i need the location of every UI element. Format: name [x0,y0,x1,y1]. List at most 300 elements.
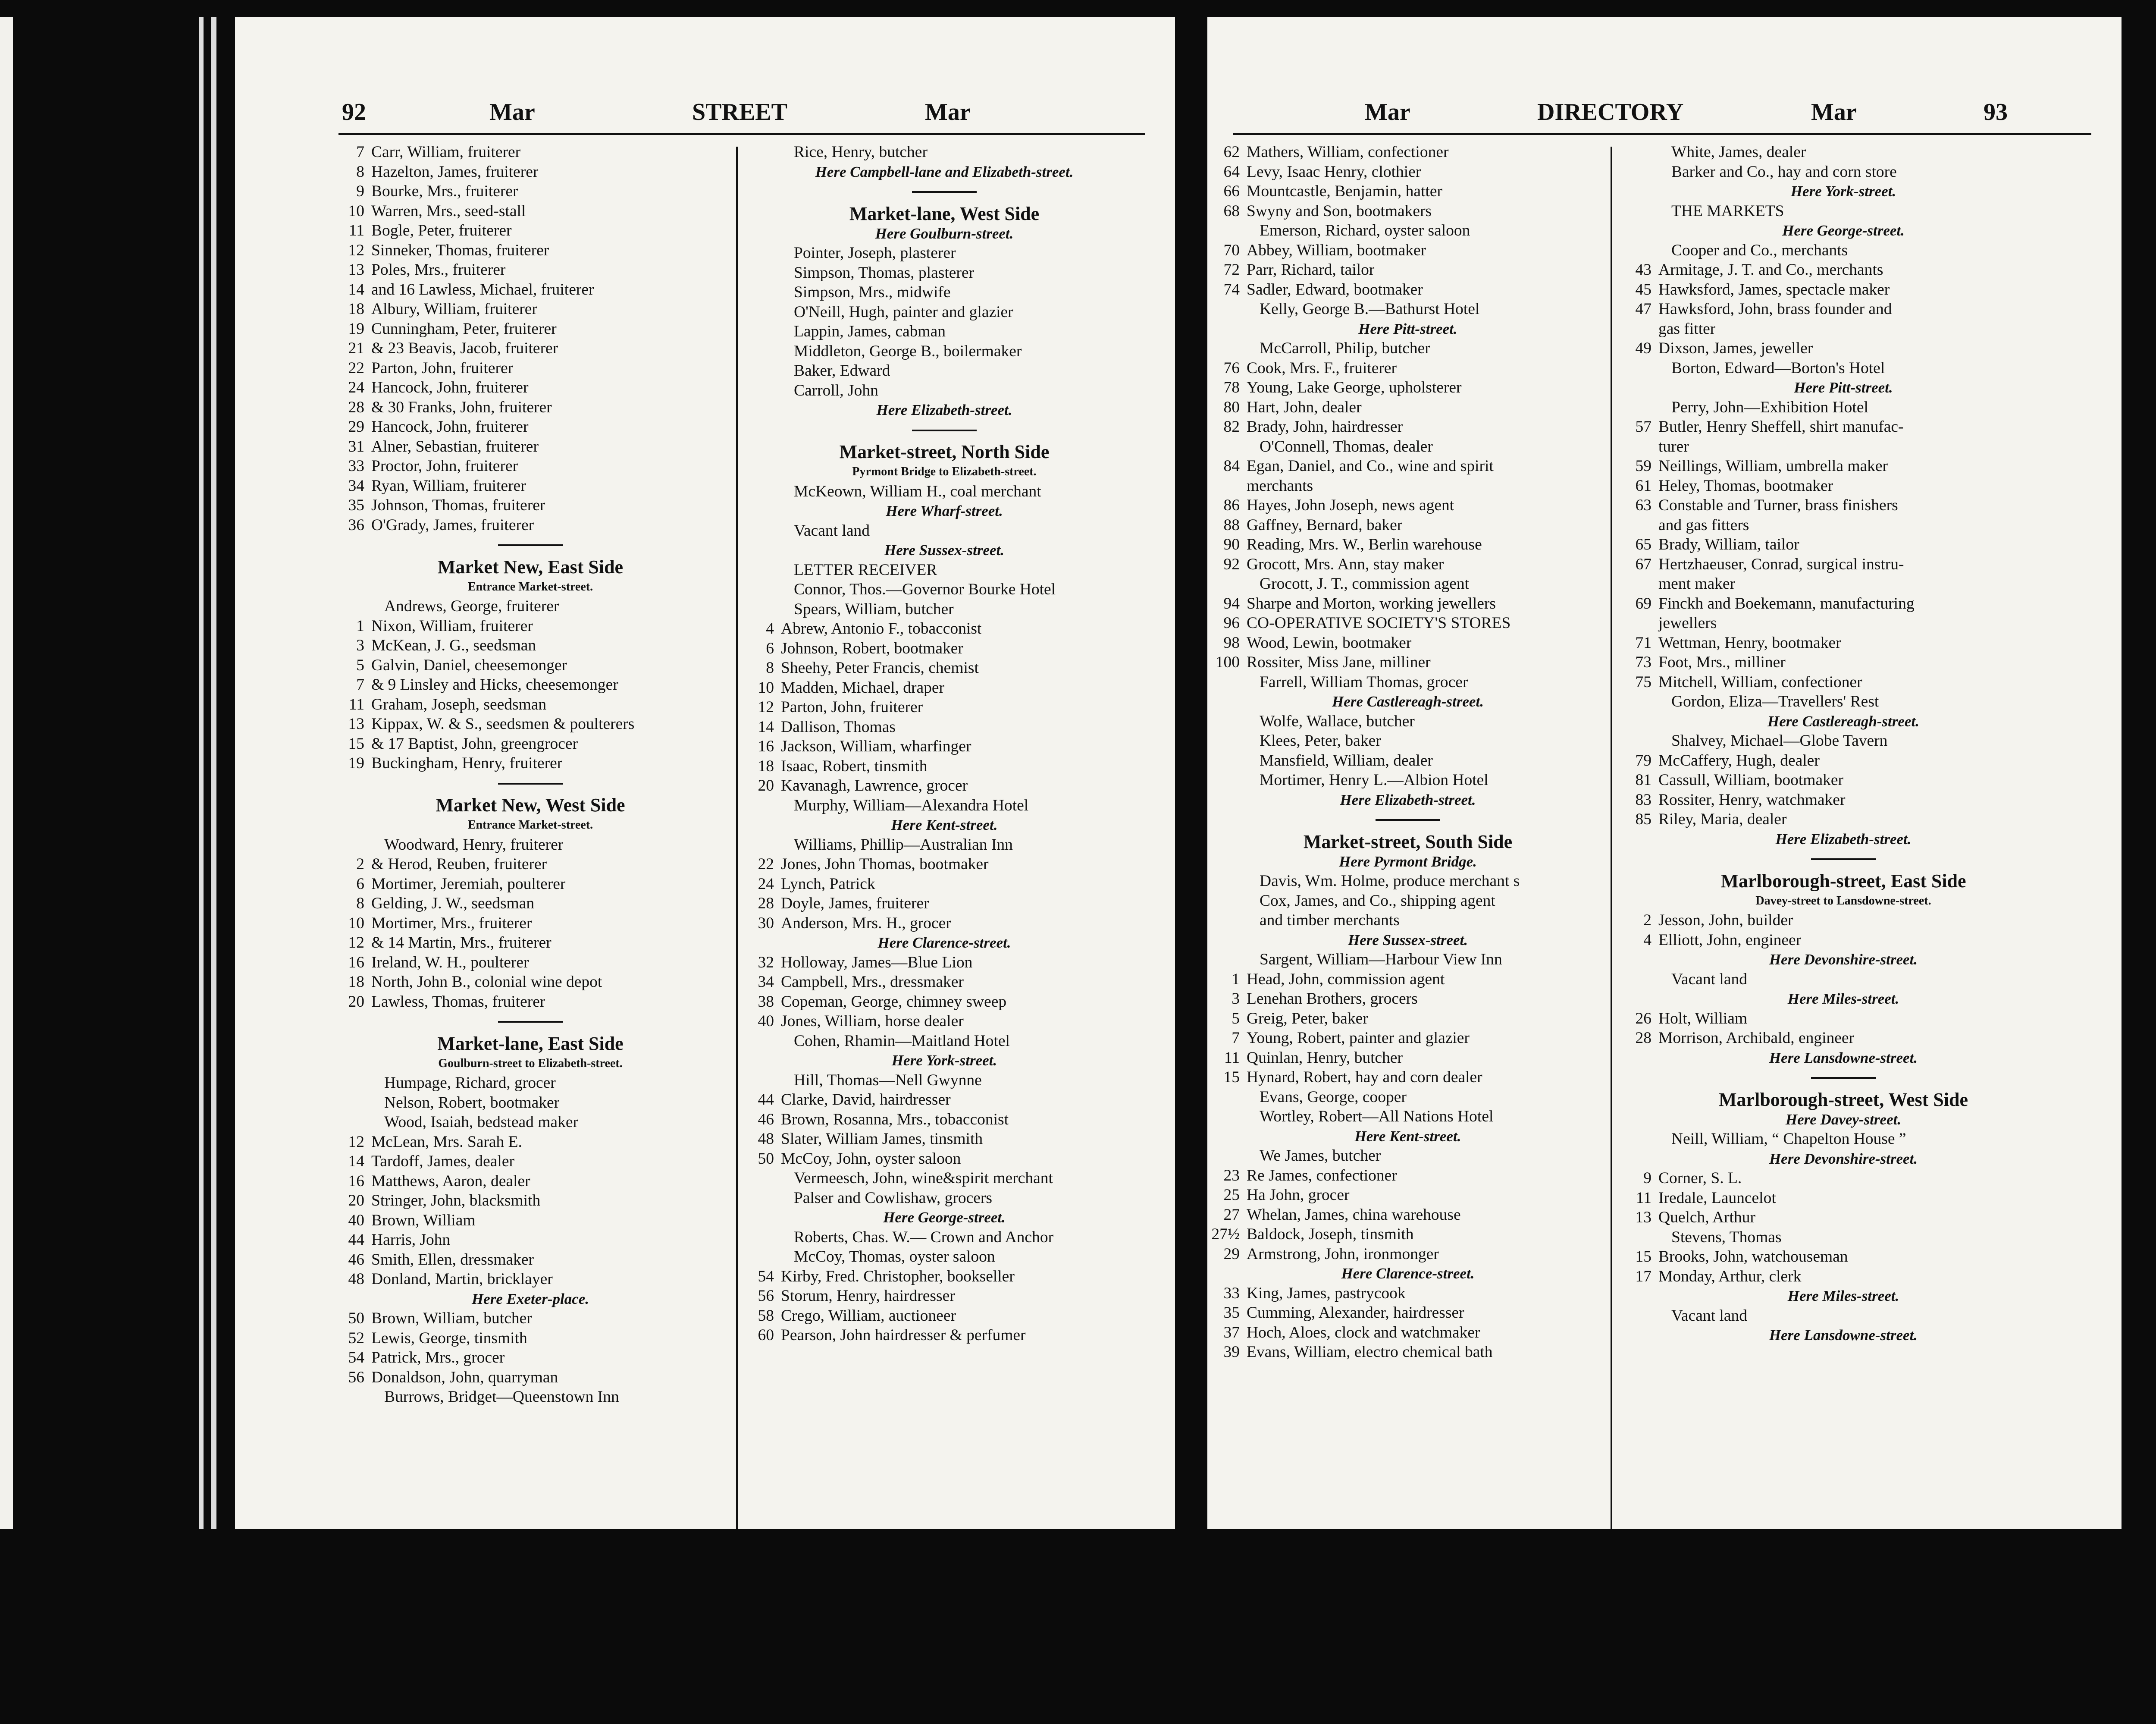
entry-text: Mortimer, Mrs., fruiterer [371,914,532,932]
street-number: 13 [348,715,364,733]
directory-entry [332,1348,729,1368]
entry-text: Lenehan Brothers, grocers [1247,990,1418,1008]
directory-entry [332,1211,729,1231]
entry-text: Kelly, George B.—Bathurst Hotel [1260,300,1480,318]
entry-text: Albury, William, fruiterer [371,300,537,318]
entry-text: Williams, Phillip—Australian Inn [794,835,1013,854]
street-number: 3 [1232,990,1240,1008]
street-number: 65 [1635,536,1651,553]
cross-street-marker: Here Devonshire-street. [1769,1150,1918,1167]
street-number: 82 [1223,418,1240,436]
directory-entry [332,1230,729,1250]
directory-entry [332,894,729,914]
street-number: 76 [1223,359,1240,377]
directory-entry [742,697,1147,717]
entry-text: Vacant land [1671,970,1747,988]
street-number: 20 [348,1192,364,1209]
street-number: 14 [348,280,364,298]
street-number: 20 [348,992,364,1011]
entry-text: Gordon, Eliza—Travellers' Rest [1671,693,1879,710]
directory-entry [1207,221,1608,241]
section-heading: Market New, East Side [437,556,624,577]
street-number: 28 [1635,1029,1651,1047]
entry-text: Mortimer, Jeremiah, poulterer [371,875,566,893]
cross-street-marker: Here Exeter-place. [471,1290,589,1307]
street-number: 47 [1635,300,1651,318]
directory-entry [1207,358,1608,378]
directory-entry [1619,692,2068,712]
entry-text: Sharpe and Morton, working jewellers [1247,594,1496,612]
entry-text: Roberts, Chas. W.— Crown and Anchor [794,1228,1054,1246]
page-stack-edge [199,17,204,1529]
entry-text: Hayes, John Joseph, news agent [1247,496,1454,514]
entry-continuation: jewellers [1658,614,1717,632]
street-number: 90 [1223,536,1240,553]
entry-text: Hawksford, James, spectacle maker [1658,280,1890,298]
cross-street-marker: Here Kent-street. [1354,1127,1461,1145]
entry-text: Quelch, Arthur [1658,1209,1755,1226]
entry-text: Young, Lake George, upholsterer [1247,379,1462,396]
entry-text: Wortley, Robert—All Nations Hotel [1260,1108,1494,1125]
street-number: 67 [1635,555,1651,573]
section-subheading: Entrance Market-street. [467,580,593,594]
directory-entry [332,182,729,201]
directory-entry [332,754,729,773]
directory-entry [332,515,729,535]
street-number: 38 [758,992,774,1011]
street-number: 43 [1635,261,1651,279]
entry-text: CO-OPERATIVE SOCIETY'S STORES [1247,614,1511,632]
header-left-word: Mar [1365,99,1410,126]
street-number: 8 [356,895,364,912]
directory-entry [1619,930,2068,950]
directory-entry [742,560,1147,580]
directory-entry [1207,515,1608,535]
entry-text: Evans, William, electro chemical bath [1247,1343,1493,1361]
street-number: 86 [1223,496,1240,514]
entry-text: McCaffery, Hugh, dealer [1658,751,1820,769]
directory-entry [332,1093,729,1113]
directory-entry [332,854,729,874]
street-number: 60 [758,1326,774,1344]
entry-text: Kippax, W. & S., seedsmen & poulterers [371,715,635,733]
directory-entry [332,636,729,656]
entry-text: Neillings, William, umbrella maker [1658,457,1888,475]
entry-text: Parton, John, fruiterer [781,698,923,716]
section-heading: Marlborough-street, West Side [1718,1089,1968,1110]
entry-text: Carr, William, fruiterer [371,143,521,161]
directory-entry [1619,633,2068,653]
street-number: 6 [356,875,364,893]
directory-entry [332,201,729,221]
directory-entry [1207,911,1608,930]
entry-text: Rossiter, Miss Jane, milliner [1247,653,1431,671]
directory-entry [332,142,729,162]
entry-text: Kavanagh, Lawrence, grocer [781,777,968,794]
entry-text: Heley, Thomas, bootmaker [1658,477,1833,495]
entry-text: Monday, Arthur, clerk [1658,1267,1802,1285]
entry-text: Riley, Maria, dealer [1658,810,1787,828]
entry-text: Sargent, William—Harbour View Inn [1260,951,1502,968]
entry-text: Hancock, John, fruiterer [371,418,529,436]
entry-text: Rice, Henry, butcher [794,143,928,161]
directory-entry [1619,1247,2068,1267]
street-number: 50 [758,1149,774,1168]
section-subheading: Pyrmont Bridge to Elizabeth-street. [852,465,1037,478]
street-number: 48 [758,1130,774,1148]
directory-entry [1207,1185,1608,1205]
directory-entry [742,283,1147,302]
left-column-2 [742,142,1147,1345]
directory-entry [1207,1028,1608,1048]
entry-text: Madden, Michael, draper [781,678,945,697]
section-separator [1207,810,1608,829]
section-separator [742,420,1147,440]
cross-street-marker: Here Elizabeth-street. [876,402,1012,418]
street-number: 17 [1635,1267,1651,1285]
entry-text: Cassull, William, bootmaker [1658,771,1843,789]
section-heading: Market-lane, East Side [437,1033,624,1054]
entry-text: Mortimer, Henry L.—Albion Hotel [1260,771,1489,789]
left-column-1 [332,142,729,1407]
section-subheading: Goulburn-street to Elizabeth-street. [438,1056,623,1070]
directory-entry [1619,201,2068,221]
entry-text: Sheehy, Peter Francis, chemist [781,659,979,677]
street-number: 36 [348,516,364,534]
cross-street-marker: Here Goulburn-street. [875,225,1014,242]
street-number: 61 [1635,477,1651,495]
directory-entry [742,1110,1147,1130]
directory-entry [332,339,729,358]
directory-entry [332,221,729,241]
directory-entry [332,476,729,496]
entry-text: Cohen, Rhamin—Maitland Hotel [794,1032,1010,1050]
street-number: 94 [1223,594,1240,612]
directory-entry [1207,1225,1608,1244]
entry-text: Hancock, John, fruiterer [371,379,529,396]
street-number: 15 [348,735,364,753]
entry-text: Palser and Cowlishaw, grocers [794,1189,992,1207]
street-number: 73 [1635,653,1651,671]
directory-entry [1619,970,2068,989]
directory-entry [742,658,1147,678]
street-number: 7 [356,143,364,161]
entry-text: Reading, Mrs. W., Berlin warehouse [1247,536,1482,553]
directory-entry [742,1168,1147,1188]
page-number: 92 [342,99,366,126]
right-column-2 [1619,142,2068,1345]
entry-text: McLean, Mrs. Sarah E. [371,1133,522,1151]
directory-entry [332,241,729,261]
directory-entry [742,874,1147,894]
entry-text: Young, Robert, painter and glazier [1247,1029,1470,1047]
directory-entry [742,1188,1147,1208]
directory-entry [1207,731,1608,751]
entry-text: Woodward, Henry, fruiterer [384,835,564,854]
cross-street-marker: Here Campbell-lane and Elizabeth-street. [815,163,1074,180]
street-number: 14 [758,718,774,736]
street-number: 56 [348,1368,364,1386]
entry-text: Brown, William [371,1211,476,1229]
street-number: 28 [758,895,774,912]
directory-entry [332,1171,729,1191]
entry-text: & 14 Martin, Mrs., fruiterer [371,934,552,951]
directory-entry [1207,871,1608,891]
street-number: 62 [1223,143,1240,161]
directory-entry [332,162,729,182]
street-number: 27½ [1211,1225,1240,1243]
entry-text: Brady, John, hairdresser [1247,418,1403,436]
directory-entry [742,717,1147,737]
entry-text: Nelson, Robert, bootmaker [384,1093,560,1112]
directory-entry [742,361,1147,381]
directory-entry [742,1286,1147,1306]
entry-text: Davis, Wm. Holme, produce merchant s [1260,872,1520,890]
entry-text: Gelding, J. W., seedsman [371,895,535,912]
entry-text: Carroll, John [794,381,878,399]
cross-street-marker: Here Castlereagh-street. [1332,693,1484,710]
entry-text: Vermeesch, John, wine&spirit merchant [794,1169,1053,1187]
entry-text: Bourke, Mrs., fruiterer [371,182,518,200]
street-number: 34 [758,973,774,991]
entry-text: Levy, Isaac Henry, clothier [1247,163,1421,181]
directory-entry [1619,594,2068,614]
street-number: 6 [766,639,774,657]
directory-entry [332,656,729,675]
directory-entry [1207,535,1608,555]
street-number: 85 [1635,810,1651,828]
cross-street-marker: Here Kent-street. [891,816,998,833]
street-number: 18 [348,973,364,991]
directory-entry [332,933,729,953]
directory-entry [332,597,729,616]
street-number: 30 [758,914,774,932]
directory-entry [742,835,1147,855]
directory-entry [332,972,729,992]
street-number: 11 [1636,1189,1651,1207]
entry-text: Ireland, W. H., poulterer [371,953,529,971]
directory-entry [1619,260,2068,280]
entry-text: Clarke, David, hairdresser [781,1091,951,1109]
street-number: 25 [1223,1186,1240,1204]
left-page [235,17,1175,1529]
entry-text: Wettman, Henry, bootmaker [1658,634,1841,652]
directory-entry [742,737,1147,757]
directory-entry [742,482,1147,502]
directory-entry [742,1149,1147,1169]
directory-entry [742,580,1147,600]
directory-entry [332,1309,729,1328]
street-number: 75 [1635,673,1651,691]
street-number: 19 [348,754,364,772]
street-number: 64 [1223,163,1240,181]
entry-text: Greig, Peter, baker [1247,1009,1368,1027]
entry-text: Abbey, William, bootmaker [1247,241,1426,259]
street-number: 48 [348,1270,364,1288]
directory-entry [1207,555,1608,575]
directory-entry [1619,731,2068,751]
section-separator [1619,849,2068,869]
entry-text: Quinlan, Henry, butcher [1247,1049,1403,1067]
street-number: 29 [1223,1245,1240,1263]
entry-continuation: ment maker [1658,575,1736,593]
street-number: 4 [1643,931,1651,949]
entry-text: Armitage, J. T. and Co., merchants [1658,261,1883,279]
entry-text: Foot, Mrs., milliner [1658,653,1786,671]
entry-text: McKean, J. G., seedsman [371,637,536,654]
entry-text: Smith, Ellen, dressmaker [371,1250,534,1269]
header-right-word: Mar [925,99,971,126]
street-number: 12 [758,698,774,716]
entry-text: Jones, William, horse dealer [781,1012,964,1030]
directory-entry [1207,398,1608,418]
directory-entry [1619,751,2068,771]
directory-entry [1619,1129,2068,1149]
directory-entry [1619,417,2068,437]
directory-entry [332,953,729,973]
header-right-word: Mar [1811,99,1857,126]
street-number: 33 [1223,1284,1240,1302]
entry-text: Crego, William, auctioneer [781,1306,956,1325]
entry-text: Neill, William, “ Chapelton House ” [1671,1130,1906,1148]
directory-entry [332,1328,729,1348]
directory-entry [742,302,1147,322]
street-number: 27 [1223,1206,1240,1224]
entry-text: Elliott, John, engineer [1658,931,1802,949]
directory-entry [1207,891,1608,911]
column-divider [736,147,738,1529]
street-number: 59 [1635,457,1651,475]
street-number: 50 [348,1309,364,1327]
cross-street-marker: Here Miles-street. [1787,990,1899,1007]
street-number: 40 [758,1012,774,1030]
directory-entry [1207,496,1608,515]
entry-text: McCoy, John, oyster saloon [781,1149,961,1168]
street-number: 92 [1223,555,1240,573]
street-number: 8 [356,163,364,181]
entry-text: Dixson, James, jeweller [1658,339,1813,357]
right-column-1 [1207,142,1608,1362]
cross-street-marker: Here Lansdowne-street. [1769,1049,1918,1066]
directory-entry [332,456,729,476]
directory-entry [742,1071,1147,1090]
section-heading: Market-street, North Side [839,441,1050,462]
directory-entry [742,1247,1147,1267]
directory-entry [742,1090,1147,1110]
directory-entry [332,1112,729,1132]
street-number: 15 [1223,1068,1240,1086]
directory-entry [742,142,1147,162]
section-subheading: Entrance Market-street. [467,818,593,832]
cross-street-marker: Here Sussex-street. [884,542,1005,559]
street-number: 7 [1232,1029,1240,1047]
section-separator [1619,1068,2068,1087]
entry-text: Galvin, Daniel, cheesemonger [371,656,567,674]
entry-text: Jones, John Thomas, bootmaker [781,855,989,873]
directory-entry [1207,633,1608,653]
directory-entry [1207,950,1608,970]
directory-entry [1619,535,2068,555]
directory-entry [1619,653,2068,672]
directory-entry [1619,299,2068,319]
entry-text: Cooper and Co., merchants [1671,241,1848,259]
street-number: 56 [758,1287,774,1305]
entry-text: Hertzhaeuser, Conrad, surgical instru- [1658,555,1904,573]
street-number: 28 [348,398,364,416]
directory-entry [1619,162,2068,182]
street-number: 8 [766,659,774,677]
entry-text: Mitchell, William, confectioner [1658,673,1862,691]
street-number: 79 [1635,751,1651,769]
street-number: 16 [758,738,774,755]
directory-entry [1619,456,2068,476]
cross-street-marker: Here Castlereagh-street. [1767,713,1919,730]
cross-street-marker: Here Pitt-street. [1358,320,1457,337]
directory-entry [742,342,1147,361]
street-number: 70 [1223,241,1240,259]
entry-text: Klees, Peter, baker [1260,732,1381,750]
directory-entry [1207,653,1608,672]
directory-entry [1207,1284,1608,1303]
directory-entry [1619,911,2068,930]
entry-text: Morrison, Archibald, engineer [1658,1029,1855,1047]
street-number: 11 [1224,1049,1240,1067]
left-page-header [235,95,1175,142]
entry-text: Hynard, Robert, hay and corn dealer [1247,1068,1482,1086]
entry-text: Donland, Martin, bricklayer [371,1270,553,1288]
street-number: 24 [758,875,774,893]
street-number: 22 [758,855,774,873]
entry-text: Wood, Lewin, bootmaker [1247,634,1412,652]
street-number: 1 [1232,970,1240,988]
directory-entry [1619,1208,2068,1228]
directory-entry [1207,1068,1608,1087]
directory-entry [742,1129,1147,1149]
entry-text: Lynch, Patrick [781,875,875,893]
street-number: 16 [348,1172,364,1190]
street-number: 80 [1223,398,1240,416]
cross-street-marker: Here York-street. [1790,183,1896,200]
entry-text: Lawless, Thomas, fruiterer [371,992,545,1011]
street-number: 12 [348,241,364,259]
entry-continuation: turer [1658,437,1689,455]
book-spine [1175,17,1207,1529]
street-number: 37 [1223,1323,1240,1341]
street-number: 57 [1635,418,1651,436]
directory-entry [742,953,1147,973]
entry-text: Simpson, Mrs., midwife [794,283,951,301]
entry-text: Holt, William [1658,1009,1748,1027]
entry-text: Borton, Edward—Borton's Hotel [1671,359,1885,377]
directory-entry [1207,1342,1608,1362]
directory-entry [1207,1205,1608,1225]
entry-text: Murphy, William—Alexandra Hotel [794,796,1029,814]
directory-entry [1619,672,2068,692]
entry-text: Ryan, William, fruiterer [371,477,526,495]
section-separator [332,773,729,793]
entry-text: Campbell, Mrs., dressmaker [781,973,964,991]
directory-entry [1619,1188,2068,1208]
street-number: 4 [766,620,774,637]
street-number: 10 [348,914,364,932]
directory-entry [1207,1323,1608,1343]
directory-entry [1207,437,1608,457]
directory-entry [332,299,729,319]
directory-entry [332,1269,729,1289]
directory-entry [332,1073,729,1093]
street-number: 1 [356,617,364,635]
entry-text: Hawksford, John, brass founder and [1658,300,1892,318]
